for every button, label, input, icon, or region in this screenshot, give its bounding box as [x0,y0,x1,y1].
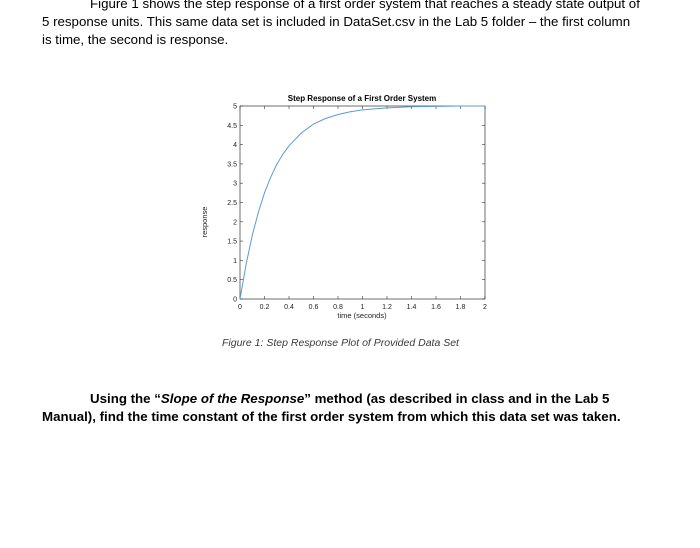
question-suffix: ” method (as described in class and in the Lab 5 Manual), find the time constant of the first order system from which this data set was taken. [42,391,621,424]
x-tick-label: 1.8 [455,304,466,311]
x-tick-label: 0.4 [284,304,294,311]
y-tick-label: 2.5 [227,200,237,207]
x-tick-label: 0.2 [259,304,270,311]
question-prefix: Using the “ [90,391,161,406]
x-tick-label: 0 [238,304,242,311]
y-tick-label: 1 [233,257,237,265]
plot-area [240,106,485,299]
y-tick-label: 0 [233,296,237,304]
y-tick-label: 4 [233,142,237,150]
y-axis-label: response [200,206,209,238]
x-tick-label: 0.6 [308,304,319,311]
x-tick-label: 1.4 [406,304,417,311]
x-tick-label: 0.8 [333,304,343,311]
y-tick-label: 1.5 [227,238,237,246]
chart-title: Step Response of a First Order System [287,94,437,103]
intro-paragraph: Figure 1 shows the step response of a first order system that reaches a steady state output of 5 response units. This same data set is included in DataSet.csv in the Lab 5 folder – the first column is time, the second is response. [42,0,640,47]
x-tick-label: 1 [360,304,365,311]
x-axis-label: time (seconds) [337,311,387,320]
x-tick-label: 1.6 [431,304,441,311]
y-tick-label: 5 [233,103,237,111]
question-paragraph [42,390,642,426]
y-tick-label: 3 [233,180,237,188]
y-tick-label: 0.5 [227,277,237,285]
y-tick-label: 2 [233,219,237,227]
x-tick-label: 1.2 [382,304,392,311]
figure-caption: Figure 1: Step Response Plot of Provided Data Set [222,337,459,349]
question-method: Slope of the Response [160,391,305,406]
y-tick-label: 3.5 [227,161,237,169]
x-tick-label: 2 [483,304,487,311]
y-tick-label: 4.5 [227,122,237,130]
